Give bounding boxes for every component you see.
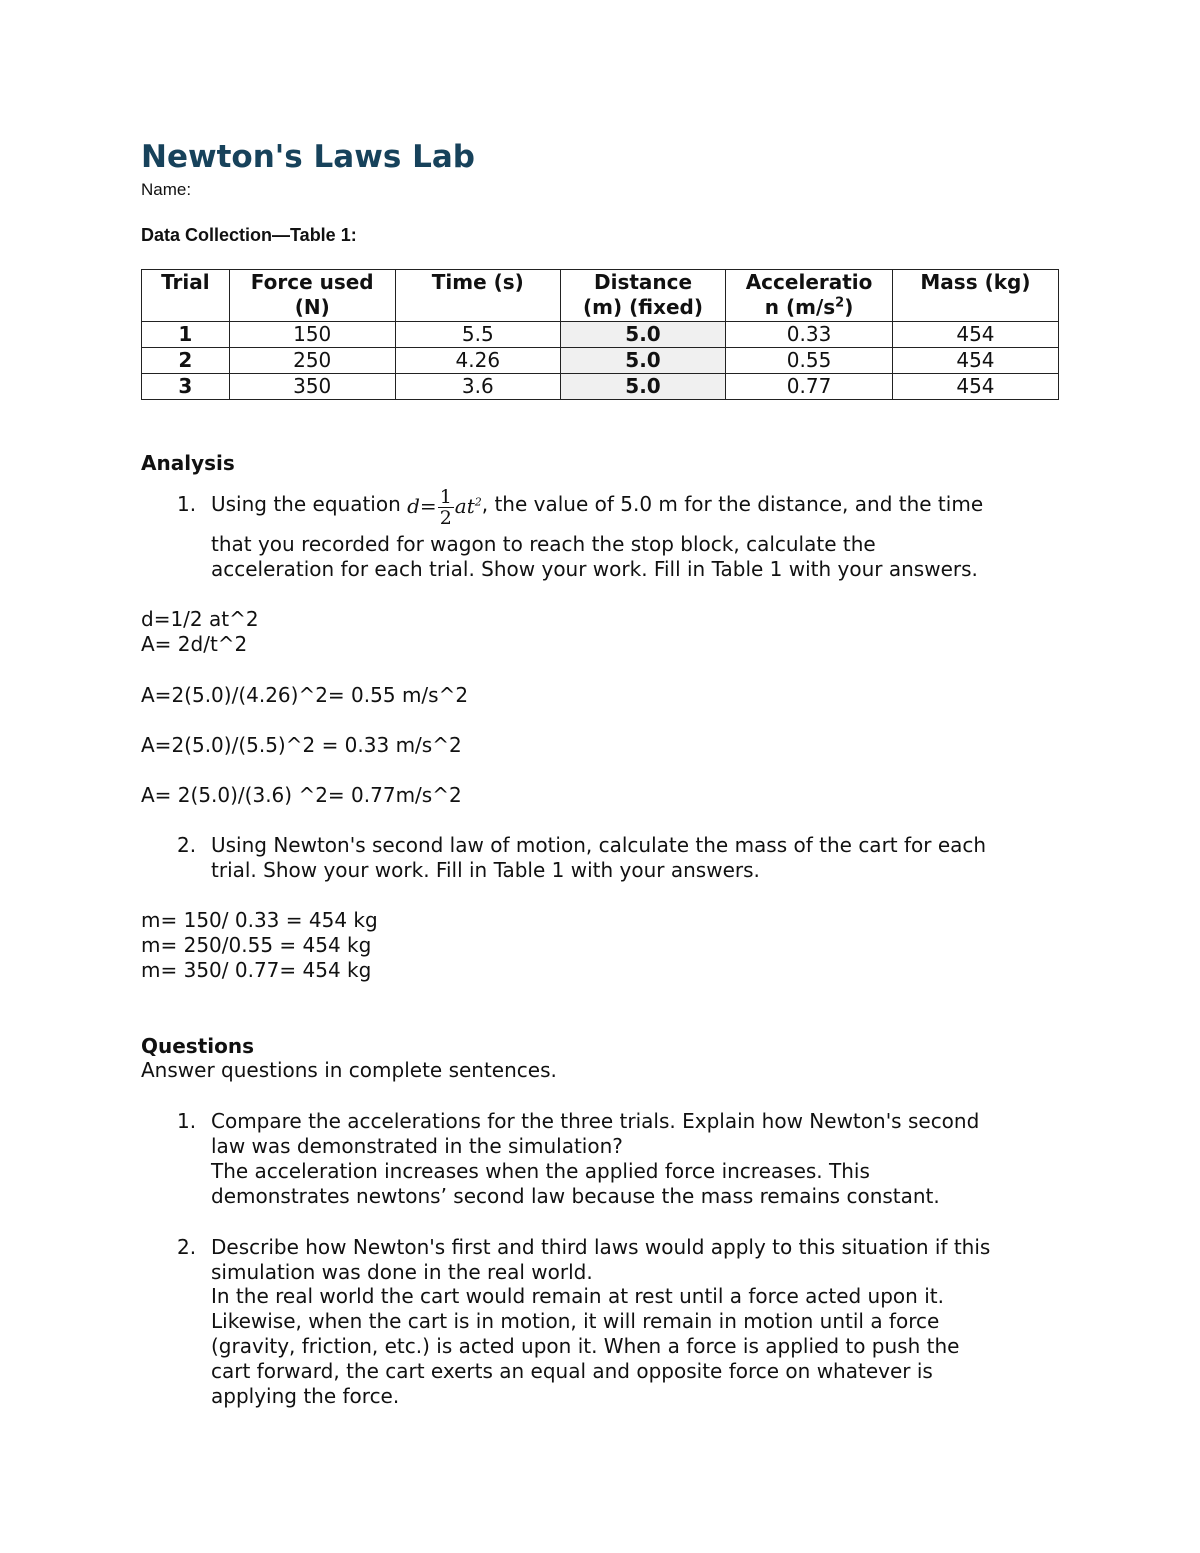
cell-mass: 454 xyxy=(892,322,1058,348)
header-distance xyxy=(560,270,725,322)
question-2-number: 2. xyxy=(177,1235,197,1259)
data-table xyxy=(141,269,1059,400)
header-accel-line1: Acceleratio xyxy=(745,270,873,294)
equation-exponent: 2 xyxy=(474,494,482,508)
cell-time: 5.5 xyxy=(395,322,560,348)
analysis-q2-line1: Using Newton's second law of motion, calculate the mass of the cart for each xyxy=(211,833,987,857)
cell-distance: 5.0 xyxy=(560,374,725,400)
cell-mass: 454 xyxy=(892,348,1058,374)
cell-trial: 2 xyxy=(142,348,230,374)
header-mass: Mass (kg) xyxy=(892,270,1058,322)
table-header-row xyxy=(142,270,1059,322)
header-acceleration xyxy=(726,270,893,322)
header-distance-line1: Distance xyxy=(593,270,693,294)
analysis-q2-number: 2. xyxy=(177,833,197,857)
table-row xyxy=(142,322,1059,348)
fraction-numerator: 1 xyxy=(439,485,452,508)
answer-1-line: demonstrates newtons’ second law because the mass remains constant. xyxy=(211,1184,940,1208)
mass-work-line: m= 150/ 0.33 = 454 kg xyxy=(141,908,378,932)
name-label: Name: xyxy=(141,180,192,199)
analysis-q1-text-before: Using the equation xyxy=(211,492,408,516)
cell-mass: 454 xyxy=(892,374,1058,400)
analysis-q1-line2: that you recorded for wagon to reach the stop block, calculate the xyxy=(211,532,876,556)
cell-acceleration: 0.77 xyxy=(726,374,893,400)
work-line: A= 2d/t^2 xyxy=(141,632,248,656)
table-row xyxy=(142,374,1059,400)
header-accel-exp: 2 xyxy=(835,295,845,311)
cell-force: 150 xyxy=(229,322,395,348)
table-row xyxy=(142,348,1059,374)
question-2-line: Describe how Newton's first and third laws would apply to this situation if this xyxy=(211,1235,991,1259)
cell-distance: 5.0 xyxy=(560,348,725,374)
work-line: A=2(5.0)/(5.5)^2 = 0.33 m/s^2 xyxy=(141,733,462,757)
page-title: Newton's Laws Lab xyxy=(141,139,475,175)
header-trial: Trial xyxy=(142,270,230,322)
answer-1-line: The acceleration increases when the applied force increases. This xyxy=(211,1159,870,1183)
cell-distance: 5.0 xyxy=(560,322,725,348)
header-force xyxy=(229,270,395,322)
header-time: Time (s) xyxy=(395,270,560,322)
mass-work-line: m= 350/ 0.77= 454 kg xyxy=(141,958,372,982)
cell-acceleration: 0.55 xyxy=(726,348,893,374)
header-accel-line2: n (m/s xyxy=(764,295,836,319)
table-heading: Data Collection—Table 1: xyxy=(141,225,357,245)
answer-2-line: Likewise, when the cart is in motion, it will remain in motion until a force xyxy=(211,1309,940,1333)
fraction-denominator: 2 xyxy=(439,506,452,529)
analysis-q2-line2: trial. Show your work. Fill in Table 1 with your answers. xyxy=(211,858,760,882)
answer-2-line: (gravity, friction, etc.) is acted upon it. When a force is applied to push the xyxy=(211,1334,960,1358)
cell-trial: 1 xyxy=(142,322,230,348)
cell-acceleration: 0.33 xyxy=(726,322,893,348)
work-line: A= 2(5.0)/(3.6) ^2= 0.77m/s^2 xyxy=(141,783,462,807)
question-2-line: simulation was done in the real world. xyxy=(211,1260,593,1284)
cell-time: 3.6 xyxy=(395,374,560,400)
analysis-q1-text-after: , the value of 5.0 m for the distance, and the time xyxy=(481,492,984,516)
work-line: d=1/2 at^2 xyxy=(141,607,259,631)
analysis-q1-line3: acceleration for each trial. Show your work. Fill in Table 1 with your answers. xyxy=(211,557,978,581)
question-1-line: law was demonstrated in the simulation? xyxy=(211,1134,623,1158)
cell-force: 250 xyxy=(229,348,395,374)
header-force-line2: (N) xyxy=(294,295,330,319)
analysis-heading: Analysis xyxy=(141,451,235,475)
equation-fraction xyxy=(438,487,454,528)
answer-2-line: applying the force. xyxy=(211,1384,400,1408)
work-line: A=2(5.0)/(4.26)^2= 0.55 m/s^2 xyxy=(141,683,469,707)
mass-work-line: m= 250/0.55 = 454 kg xyxy=(141,933,372,957)
cell-force: 350 xyxy=(229,374,395,400)
question-1-line: Compare the accelerations for the three trials. Explain how Newton's second xyxy=(211,1109,980,1133)
kinematics-equation xyxy=(407,483,482,529)
header-force-line1: Force used xyxy=(250,270,374,294)
analysis-q1-line1 xyxy=(211,481,983,529)
questions-instruction: Answer questions in complete sentences. xyxy=(141,1058,557,1082)
answer-2-line: cart forward, the cart exerts an equal and opposite force on whatever is xyxy=(211,1359,933,1383)
header-accel-close: ) xyxy=(844,295,854,319)
cell-trial: 3 xyxy=(142,374,230,400)
question-1-number: 1. xyxy=(177,1109,197,1133)
header-distance-line2: (m) (fixed) xyxy=(583,295,704,319)
equation-rhs: at xyxy=(454,493,475,518)
equation-lhs: d= xyxy=(407,493,437,518)
questions-heading: Questions xyxy=(141,1034,255,1058)
answer-2-line: In the real world the cart would remain at rest until a force acted upon it. xyxy=(211,1284,944,1308)
cell-time: 4.26 xyxy=(395,348,560,374)
analysis-q1-number: 1. xyxy=(177,492,197,516)
